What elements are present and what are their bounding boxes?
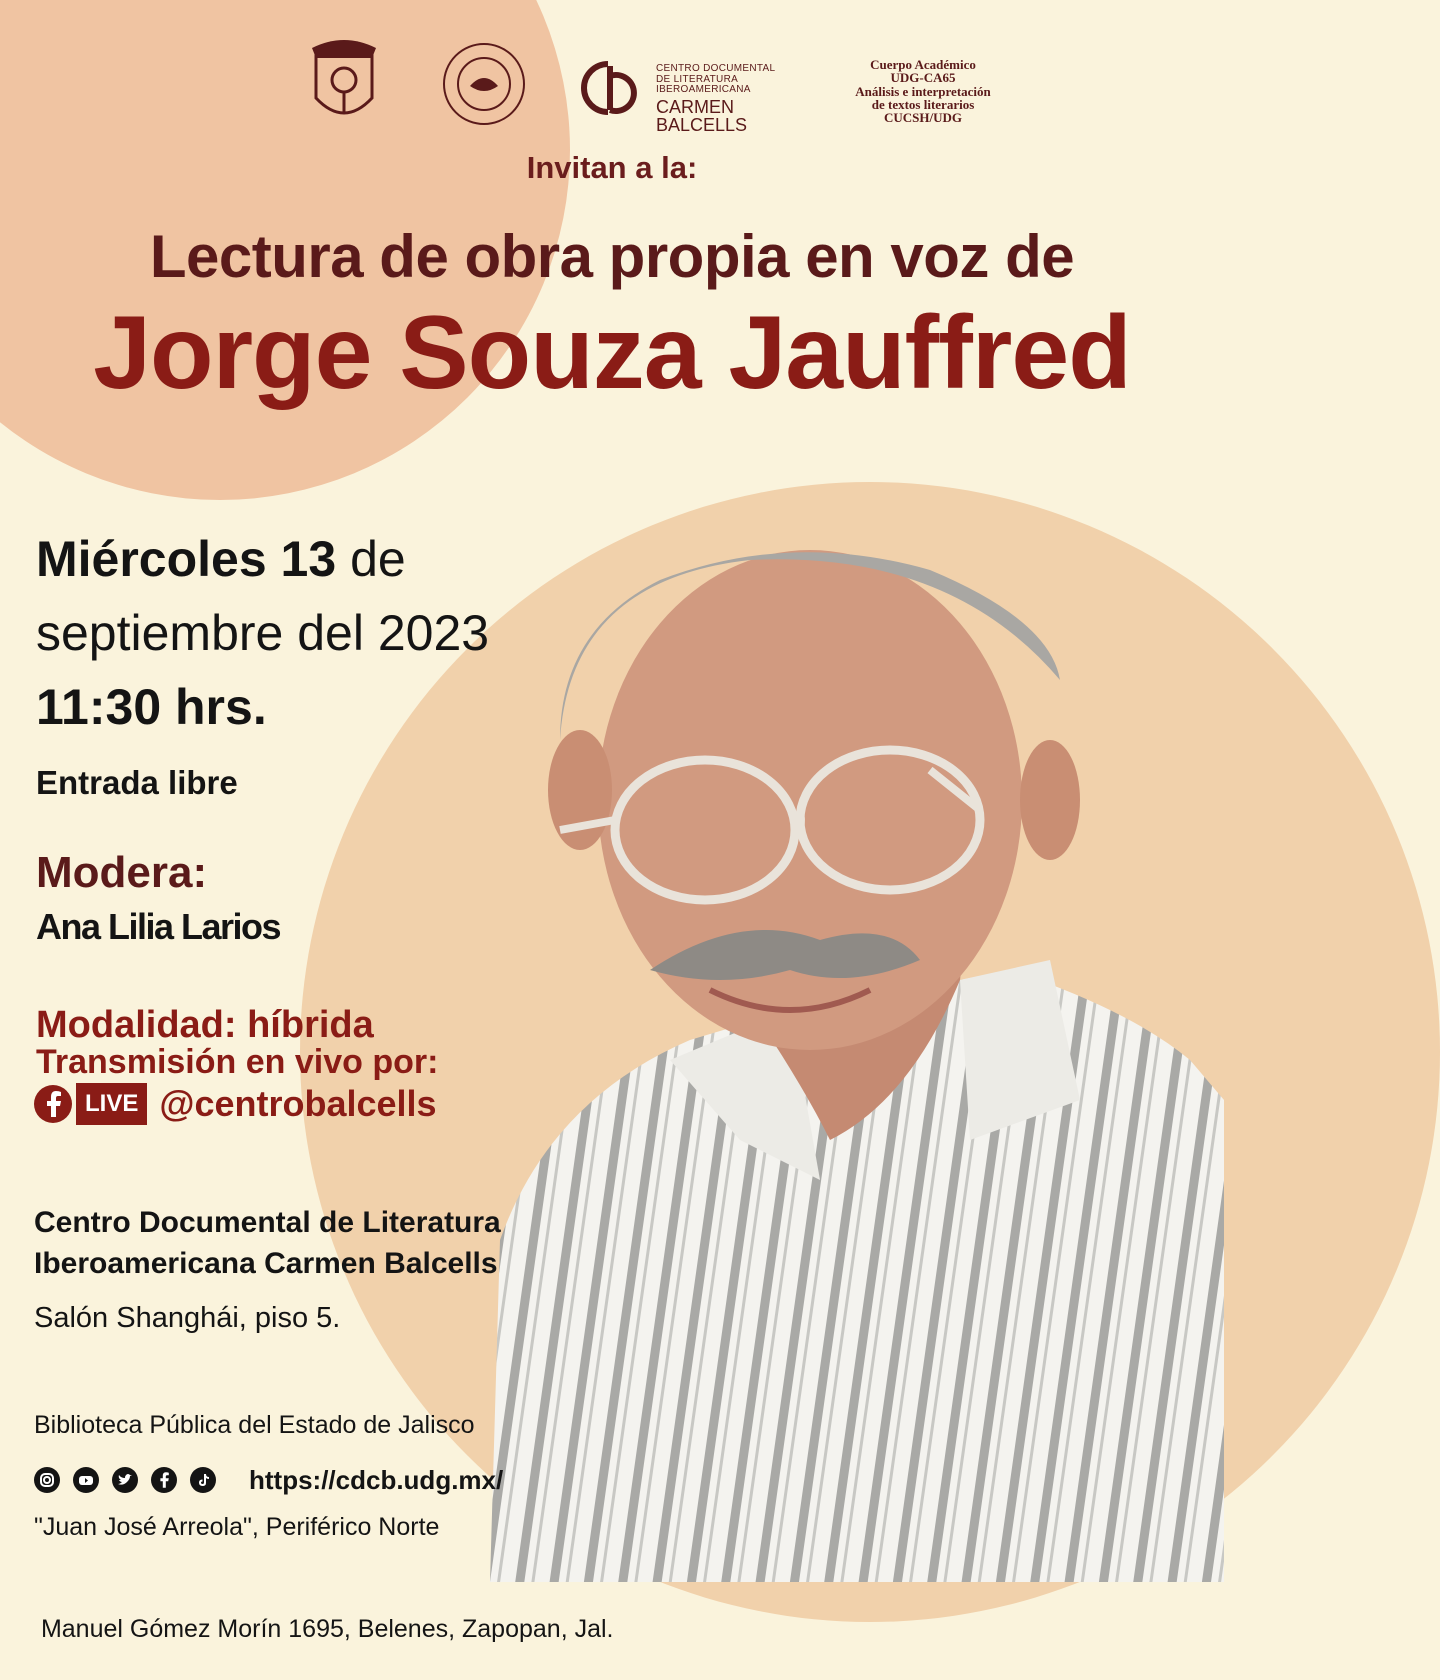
venue-name-line2: Iberoamericana Carmen Balcells [34,1247,498,1280]
event-time: 11:30 hrs. [36,679,267,735]
author-name: Jorge Souza Jauffred [93,295,1131,411]
facebook-icon [34,1085,72,1123]
ca-line1: Cuerpo Académico [870,57,976,72]
entry-free-text: Entrada libre [36,764,238,801]
venue-room: Salón Shanghái, piso 5. [34,1302,341,1334]
venue-name [34,1202,501,1284]
twitter-icon[interactable] [112,1467,138,1493]
venue-address [34,1340,614,1680]
tiktok-icon[interactable] [190,1467,216,1493]
cdb-small-line1: CENTRO DOCUMENTAL [656,63,776,74]
instagram-icon[interactable] [34,1467,60,1493]
youtube-icon[interactable] [73,1467,99,1493]
website-link[interactable]: https://cdcb.udg.mx/ [249,1464,504,1495]
ca-line2: UDG-CA65 [890,70,956,86]
cdb-small-line2: DE LITERATURA IBEROAMERICANA [656,73,751,95]
cdb-carmen-balcells-logo [570,56,810,136]
modality-text: Modalidad: híbrida [36,1004,374,1046]
event-subtitle: Lectura de obra propia en voz de [149,223,1075,290]
logos-row [300,32,1020,142]
live-badge: LIVE [76,1083,147,1125]
moderator-name: Ana Lilia Larios [36,906,281,947]
cuerpo-academico-logo [848,58,998,124]
event-date [36,522,489,744]
event-month-year: septiembre del 2023 [36,605,490,661]
facebook-icon[interactable] [151,1467,177,1493]
siubudg-seal-logo [440,40,528,128]
cdb-monogram-icon [570,56,650,118]
streaming-label: Transmisión en vivo por: [36,1043,439,1081]
social-links [34,1464,503,1496]
ca-line3: Análisis e interpretación [855,83,991,99]
address-line3: Manuel Gómez Morín 1695, Belenes, Zapopan, Jal. [34,1615,614,1643]
moderator-label: Modera: [36,848,208,897]
ca-line5: CUCSH/UDG [883,110,962,125]
invitation-text: Invitan a la: [526,150,698,185]
event-day-suffix: de [336,531,406,587]
facebook-handle[interactable]: @centrobalcells [159,1083,437,1124]
udg-crest-logo [308,36,380,130]
address-line2: "Juan José Arreola", Periférico Norte [34,1513,440,1541]
ca-line4: de textos literarios [871,96,975,112]
live-stream-row [34,1082,437,1126]
address-line1: Biblioteca Pública del Estado de Jalisco [34,1411,475,1439]
cdb-big-text: CARMEN BALCELLS [656,96,748,136]
venue-name-line1: Centro Documental de Literatura [34,1206,501,1239]
event-day: Miércoles 13 [36,531,337,587]
